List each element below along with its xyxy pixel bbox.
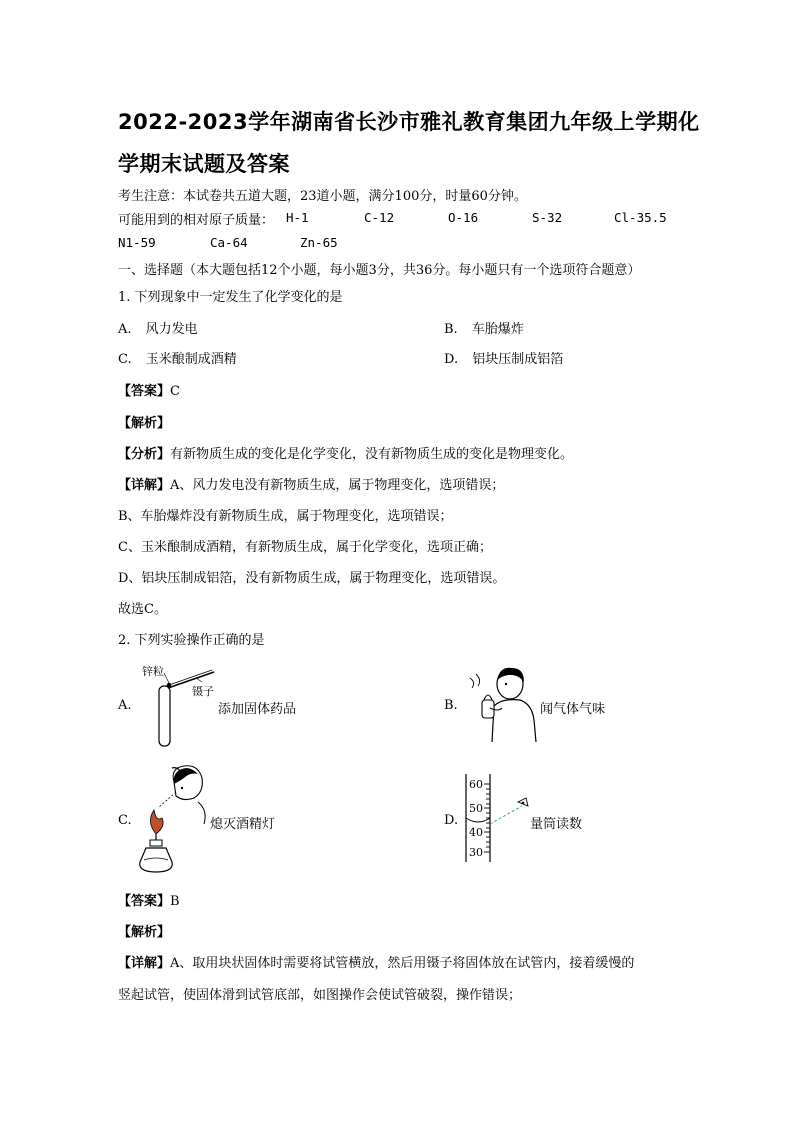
q1-detail-text-a: A、风力发电没有新物质生成，属于物理变化，选项错误；	[170, 478, 505, 493]
lamp-flame-shape	[150, 810, 163, 834]
q1-detail-tag: 【详解】	[118, 478, 171, 493]
atomic-mass-zn: Zn-65	[300, 235, 338, 250]
test-tube-shape	[159, 686, 170, 746]
q2-option-a-text: 添加固体药品	[218, 702, 297, 717]
cylinder-scale-50: 50	[469, 802, 483, 815]
q1-detail-line-b: B、车胎爆炸没有新物质生成，属于物理变化，选项错误；	[118, 509, 453, 524]
atomic-mass-cu: Ca-64	[210, 235, 248, 250]
document-title-line2: 学期末试题及答案	[118, 152, 290, 176]
section-heading: 一、选择题（本大题包括12个小题，每小题3分，共36分。每小题只有一个选项符合题意）	[118, 263, 641, 278]
q2-option-d-text: 量筒读数	[530, 817, 583, 832]
q1-answer-tag: 【答案】	[118, 384, 171, 399]
q1-detail-line-a	[118, 474, 504, 493]
q2-detail-line-2: 竖起试管，使固体滑到试管底部，如图操作会使试管破裂，操作错误；	[118, 988, 522, 1003]
cylinder-scale-30: 30	[469, 846, 483, 859]
q1-option-b	[444, 318, 524, 337]
zinc-granule-shape	[167, 683, 171, 687]
test-tube-tweezers-figure	[150, 658, 220, 750]
q2-option-d-label: D.	[444, 813, 459, 828]
q2-option-c-label: C.	[118, 813, 132, 828]
q1-option-d-text: 铝块压制成铝箔	[472, 352, 564, 367]
atomic-mass-c: C-12	[364, 210, 395, 225]
q1-option-a-label: A.	[118, 322, 132, 337]
q2-fig-a-zinc-label: 锌粒	[142, 665, 164, 678]
q1-fenxi-tag: 【分析】	[118, 447, 171, 462]
q2-option-b-label: B.	[444, 698, 458, 713]
q1-answer	[118, 380, 180, 399]
question-1-stem: 1. 下列现象中一定发生了化学变化的是	[118, 290, 343, 305]
q1-answer-value: C	[170, 384, 180, 399]
cylinder-scale-60: 60	[469, 778, 483, 791]
atomic-mass-h: H-1	[286, 210, 309, 225]
q1-option-a-text: 风力发电	[145, 322, 198, 337]
q1-fenxi-text: 有新物质生成的变化是化学变化，没有新物质生成的变化是物理变化。	[170, 447, 574, 462]
q2-fig-a-tweezers-label: 镊子	[192, 685, 214, 698]
q1-option-a	[118, 318, 198, 337]
q2-detail-tag: 【详解】	[118, 956, 171, 971]
exam-notice: 考生注意：本试卷共五道大题，23道小题，满分100分，时量60分钟。	[118, 189, 527, 204]
q2-option-c-text: 熄灭酒精灯	[210, 817, 276, 832]
question-2-stem: 2. 下列实验操作正确的是	[118, 633, 265, 648]
q1-fenxi	[118, 443, 573, 462]
q1-option-d	[444, 348, 563, 367]
q2-answer-value: B	[170, 894, 180, 909]
cylinder-scale-40: 40	[469, 826, 483, 839]
q2-answer-tag: 【答案】	[118, 894, 171, 909]
q1-option-b-text: 车胎爆炸	[471, 322, 524, 337]
tweezers-shape	[168, 672, 214, 688]
q1-detail-line-d: D、铝块压制成铝箔，没有新物质生成，属于物理变化，选项错误。	[118, 571, 506, 586]
q2-analysis-tag: 【解析】	[118, 925, 171, 940]
atomic-mass-label: 可能用到的相对原子质量：	[118, 213, 275, 228]
q1-analysis-tag: 【解析】	[118, 416, 171, 431]
q2-detail-line-1	[118, 952, 634, 971]
q1-detail-line-c: C、玉米酿制成酒精，有新物质生成，属于化学变化，选项正确；	[118, 540, 492, 555]
q1-option-b-label: B.	[444, 322, 458, 337]
document-title-line1: 2022-2023学年湖南省长沙市雅礼教育集团九年级上学期化	[118, 110, 700, 134]
q2-option-a-label: A.	[118, 698, 132, 713]
q2-detail-text-1: A、取用块状固体时需要将试管横放，然后用镊子将固体放在试管内，接着缓慢的	[170, 956, 635, 971]
alcohol-lamp-figure	[132, 764, 212, 876]
q1-conclusion: 故选C。	[118, 602, 167, 617]
sight-line-shape	[490, 806, 522, 824]
q2-answer	[118, 890, 180, 909]
q1-option-c-label: C.	[118, 352, 132, 367]
atomic-mass-o: O-16	[448, 210, 479, 225]
atomic-mass-ni: N1-59	[118, 235, 156, 250]
q1-option-c	[118, 348, 237, 367]
smell-gas-figure	[462, 660, 542, 744]
q2-option-b-text: 闻气体气味	[540, 702, 606, 717]
q1-option-d-label: D.	[444, 352, 459, 367]
q1-option-c-text: 玉米酿制成酒精	[145, 352, 237, 367]
atomic-mass-cl: Cl-35.5	[614, 210, 667, 225]
atomic-mass-s: S-32	[532, 210, 563, 225]
